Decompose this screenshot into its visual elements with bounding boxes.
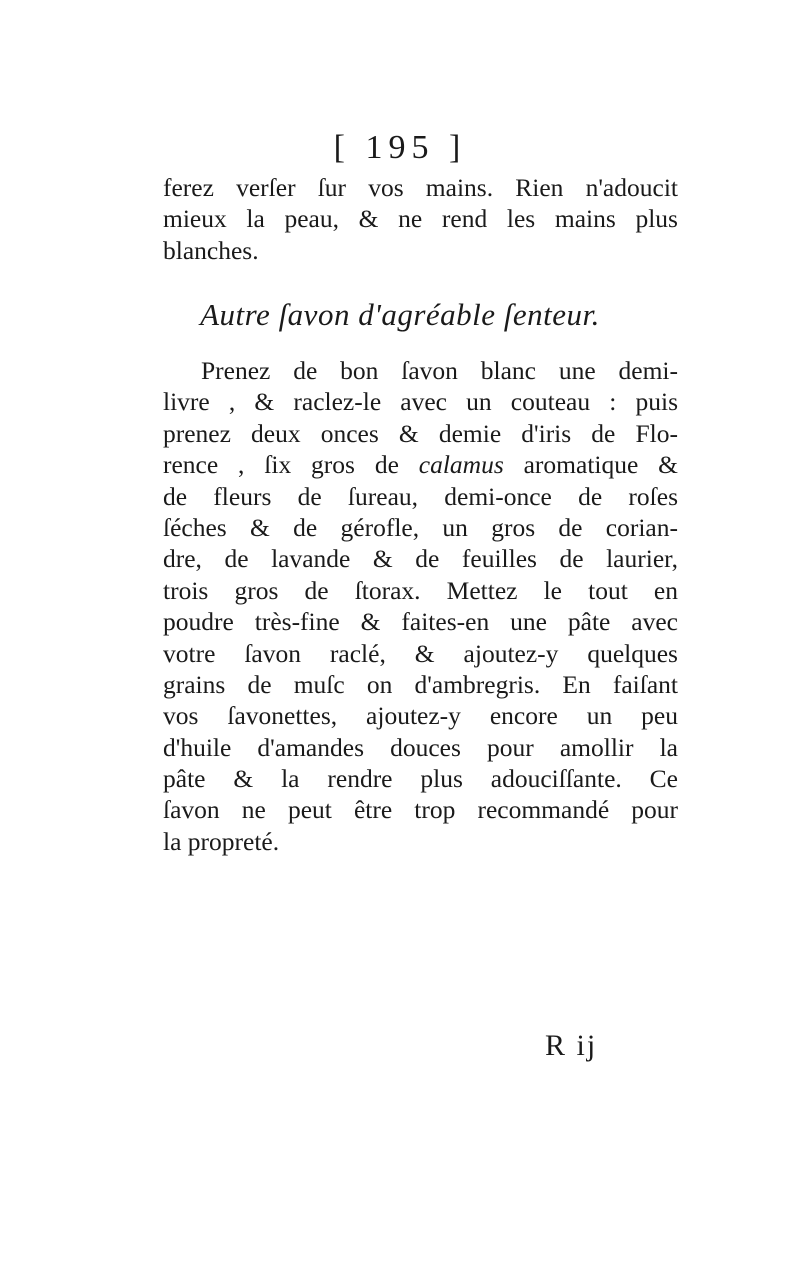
text-line: d'huile d'amandes douces pour amollir la bbox=[163, 732, 678, 762]
page-number: [ 195 ] bbox=[333, 129, 467, 166]
text-line: ferez verſer ſur vos mains. Rien n'adoucit bbox=[163, 173, 678, 202]
text-line: pâte & la rendre plus adouciſſante. Ce bbox=[163, 764, 678, 794]
text-line: votre ſavon raclé, & ajoutez-y quelques bbox=[163, 638, 678, 668]
signature-mark: R ij bbox=[545, 1029, 598, 1062]
line-fragment: rence , ſix gros de calamus aromatique & bbox=[163, 450, 678, 480]
text-line: trois gros de ſtorax. Mettez le tout en bbox=[163, 575, 678, 605]
section-heading: Autre ſavon d'agréable ſenteur. bbox=[200, 297, 600, 332]
text-line: ſéches & de gérofle, un gros de corian- bbox=[163, 512, 678, 542]
text-line: blanches. bbox=[163, 235, 259, 265]
text-line: poudre très-fine & faites-en une pâte avec bbox=[163, 607, 678, 637]
text-line: Prenez de bon ſavon blanc une demi- bbox=[201, 356, 678, 385]
text-line: dre, de lavande & de feuilles de laurier, bbox=[163, 544, 678, 574]
text-line: la propreté. bbox=[163, 826, 280, 856]
text-line: de fleurs de ſureau, demi-once de roſes bbox=[163, 481, 678, 511]
continuation-text bbox=[163, 172, 678, 266]
recipe-paragraph bbox=[163, 355, 678, 857]
italic-term: calamus bbox=[418, 450, 504, 480]
text-line: mieux la peau, & ne rend les mains plus bbox=[163, 204, 678, 234]
text-line: prenez deux onces & demie d'iris de Flo- bbox=[163, 418, 678, 448]
text-line: grains de muſc on d'ambregris. En faiſant bbox=[163, 669, 678, 699]
text-line: vos ſavonettes, ajoutez-y encore un peu bbox=[163, 701, 678, 731]
text-line-calamus bbox=[163, 449, 678, 480]
text-line: ſavon ne peut être trop recommandé pour bbox=[163, 795, 678, 825]
text-line: livre , & raclez-le avec un couteau : puis bbox=[163, 387, 678, 417]
